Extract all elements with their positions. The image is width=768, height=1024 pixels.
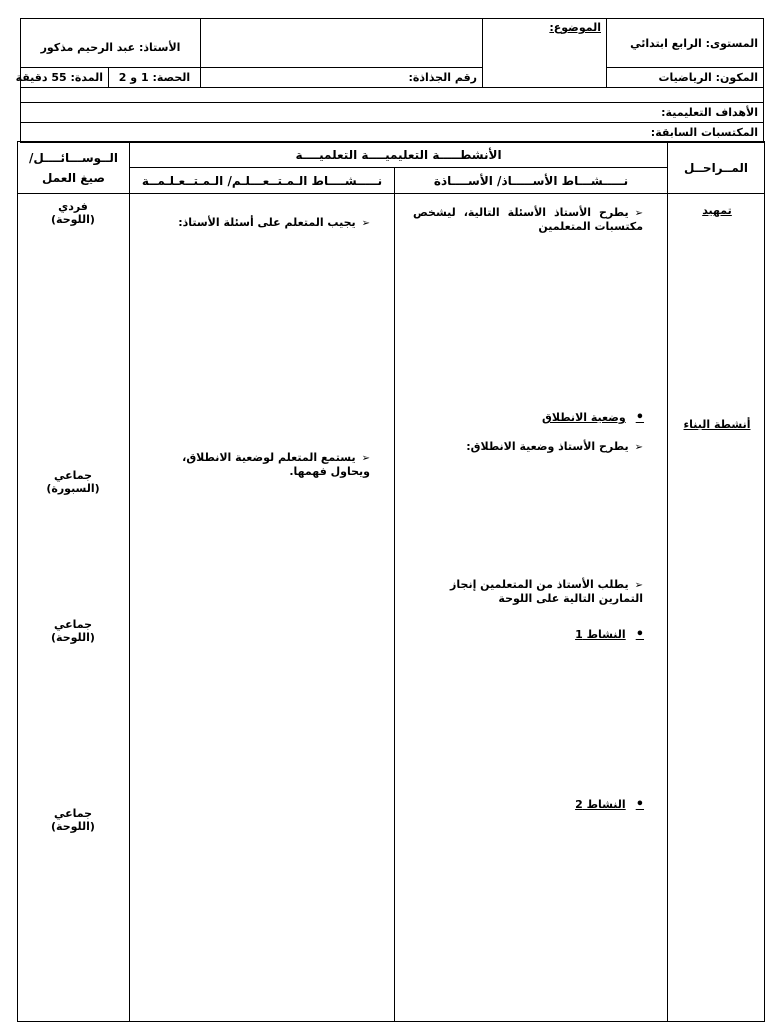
teacher-activity-column	[395, 194, 668, 1022]
means-3	[17, 618, 129, 644]
prior-knowledge-cell: المكتسبات السابقة:	[21, 123, 764, 143]
means-2-tool: (السبورة)	[46, 482, 100, 495]
stages-column	[668, 194, 765, 1022]
subject-label: الموضوع:	[549, 21, 601, 34]
means-header-line2: صيغ العمل	[41, 170, 106, 185]
means-2-mode: جماعي	[53, 469, 93, 482]
means-header	[18, 142, 130, 194]
level-cell: المستوى: الرابع ابتدائي	[607, 19, 764, 68]
stem-number-cell: رقم الجذاذة:	[201, 68, 483, 88]
header-table	[15, 18, 764, 143]
teacher-activity-header: نـــــشـــاط الأســـــاذ/ الأســــاذة	[395, 168, 668, 194]
means-3-tool: (اللوحة)	[51, 631, 95, 644]
means-1-mode: فردي	[58, 200, 88, 213]
duration-cell: المدة: 55 دقيقة	[21, 68, 109, 88]
means-1-tool: (اللوحة)	[51, 213, 95, 226]
learner-item-1: ➢ يجيب المتعلم على أسئلة الأستاذ:	[178, 216, 370, 230]
means-4-tool: (اللوحة)	[51, 820, 95, 833]
means-header-line1: الــوســـائــــل/	[29, 150, 118, 165]
teacher-item-3: ➢ يطلب الأستاذ من المتعلمين إنجاز التمارين التالية على اللوحة	[418, 578, 643, 605]
teacher-item-2: ➢ يطرح الأستاذ وضعية الانطلاق:	[466, 440, 643, 454]
objectives-cell: الأهداف التعليمية:	[21, 103, 764, 123]
activity-2: • النشاط 2	[575, 798, 644, 811]
learner-activity-header: نـــــشــــاط الـمـتــعـــلـم/ الـمـتــعـلـمــة	[130, 168, 395, 194]
lesson-table	[17, 141, 765, 1022]
stage-intro: تمهيد	[702, 204, 732, 217]
means-3-mode: جماعي	[53, 618, 93, 631]
means-2	[17, 469, 129, 495]
means-column	[18, 194, 130, 1022]
component-cell: المكون: الرياضيات	[607, 68, 764, 88]
learner-activity-column	[130, 194, 395, 1022]
means-4	[17, 807, 129, 833]
session-cell: الحصة: 1 و 2	[109, 68, 201, 88]
activities-header: الأنشطـــــة التعليميــــة التعلميــــة	[130, 142, 668, 168]
stage-building: أنشطة البناء	[683, 418, 751, 431]
stages-header: المــراحــل	[668, 142, 765, 194]
teacher-name: الأستاذ: عبد الرحيم مذكور	[40, 40, 181, 54]
launch-situation-title: • وضعية الانطلاق	[542, 411, 644, 424]
activity-1: • النشاط 1	[575, 628, 644, 641]
means-4-mode: جماعي	[53, 807, 93, 820]
learner-item-2: ➢ يستمع المتعلم لوضعية الانطلاق، ويحاول فهمها.	[140, 451, 370, 478]
means-1	[17, 200, 129, 226]
teacher-item-1: ➢ يطرح الأستاذ الأسئلة التالية، ليشخص مكتسبات المتعلمين	[413, 206, 643, 233]
